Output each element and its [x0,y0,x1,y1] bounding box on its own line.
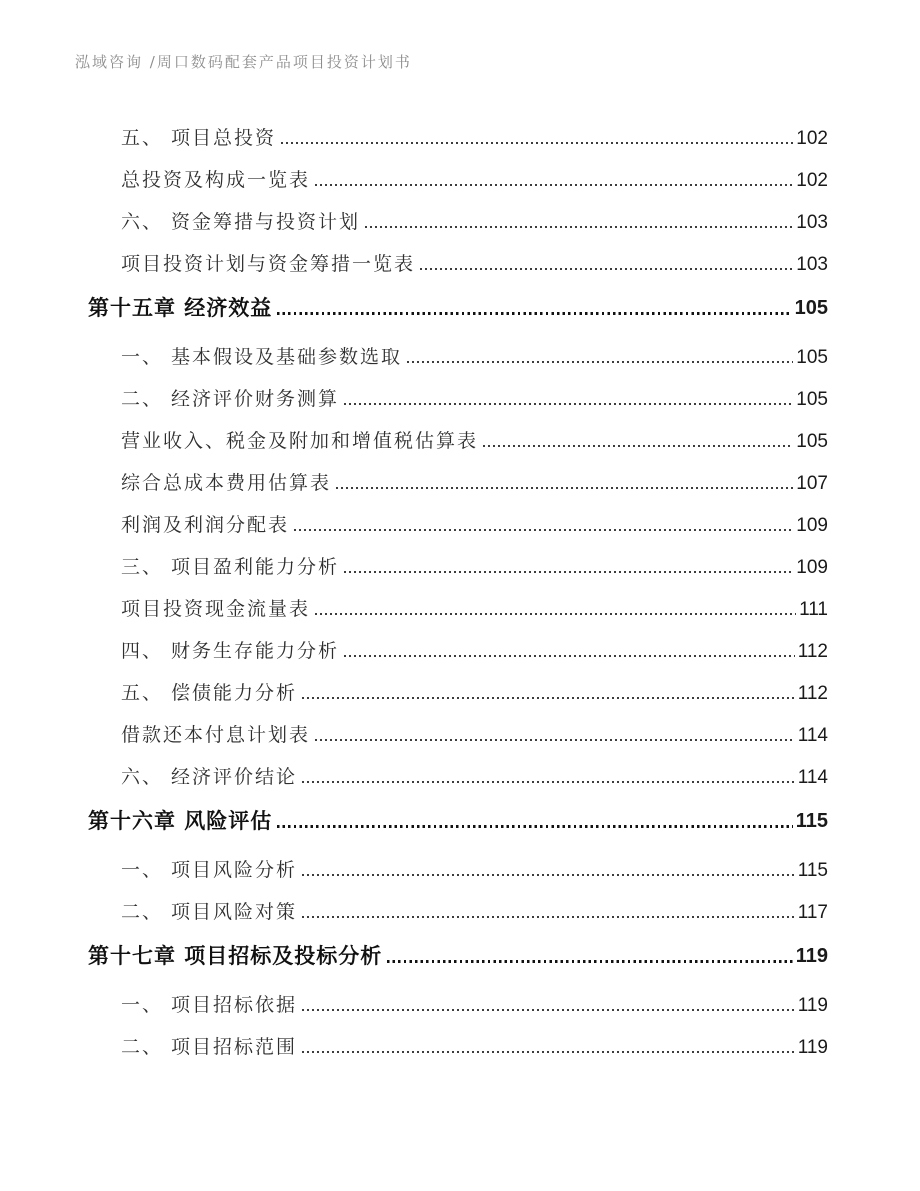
table-of-contents [88,129,828,1057]
toc-entry[interactable] [121,861,828,880]
toc-entry[interactable] [121,903,828,922]
dot-leader [315,739,795,741]
toc-entry[interactable] [121,1038,828,1057]
dot-leader [277,312,791,315]
dot-leader [302,1009,795,1011]
toc-entry-page-number: 103 [796,212,828,233]
toc-entry[interactable] [121,213,828,232]
toc-entry-label: 第十五章 经济效益 [88,295,273,320]
toc-entry-page-number: 117 [797,902,828,923]
toc-entry[interactable] [121,255,828,274]
dot-leader [277,825,792,828]
dot-leader [302,697,795,699]
toc-entry[interactable] [121,558,828,577]
toc-entry[interactable] [121,726,828,745]
toc-entry-page-number: 105 [796,431,828,452]
toc-entry-page-number: 119 [797,995,828,1016]
toc-entry[interactable] [121,684,828,703]
toc-entry-page-number: 115 [795,810,828,832]
toc-entry[interactable] [121,516,828,535]
dot-leader [420,268,793,270]
toc-entry-label: 一、 基本假设及基础参数选取 [121,346,403,368]
toc-entry-page-number: 112 [797,641,828,662]
toc-entry-page-number: 105 [796,389,828,410]
toc-entry-label: 一、 项目风险分析 [121,859,298,881]
toc-entry-page-number: 103 [796,254,828,275]
dot-leader [344,571,793,573]
toc-entry-label: 五、 项目总投资 [121,127,277,149]
dot-leader [336,487,793,489]
toc-entry[interactable] [121,474,828,493]
toc-entry-page-number: 102 [796,170,828,191]
toc-entry-label: 四、 财务生存能力分析 [121,640,340,662]
toc-entry[interactable] [121,642,828,661]
toc-entry[interactable] [121,171,828,190]
toc-entry-label: 二、 项目招标范围 [121,1036,298,1058]
toc-entry-page-number: 105 [794,297,828,319]
dot-leader [281,142,793,144]
dot-leader [302,781,795,783]
toc-entry[interactable] [121,348,828,367]
toc-entry-label: 总投资及构成一览表 [121,169,311,191]
toc-entry-label: 二、 经济评价财务测算 [121,388,340,410]
toc-chapter-entry[interactable] [88,945,828,967]
toc-entry-label: 二、 项目风险对策 [121,901,298,923]
toc-entry-page-number: 119 [795,945,828,967]
document-header: 泓域咨询 /周口数码配套产品项目投资计划书 [75,53,412,71]
dot-leader [387,960,792,963]
toc-entry-page-number: 115 [797,860,828,881]
toc-entry-label: 六、 经济评价结论 [121,766,298,788]
toc-entry-label: 一、 项目招标依据 [121,994,298,1016]
dot-leader [315,613,796,615]
toc-chapter-entry[interactable] [88,810,828,832]
toc-entry-label: 综合总成本费用估算表 [121,472,332,494]
dot-leader [302,916,795,918]
toc-entry-label: 第十六章 风险评估 [88,808,273,833]
dot-leader [344,655,795,657]
toc-entry-page-number: 114 [797,725,828,746]
toc-entry-page-number: 107 [796,473,828,494]
toc-entry[interactable] [121,129,828,148]
dot-leader [365,226,793,228]
dot-leader [302,1051,795,1053]
toc-entry[interactable] [121,390,828,409]
toc-entry-label: 项目投资计划与资金筹措一览表 [121,253,416,275]
toc-entry[interactable] [121,600,828,619]
dot-leader [315,184,793,186]
dot-leader [407,361,793,363]
toc-entry[interactable] [121,996,828,1015]
toc-chapter-entry[interactable] [88,297,828,319]
toc-entry-label: 营业收入、税金及附加和增值税估算表 [121,430,479,452]
dot-leader [294,529,793,531]
toc-entry-page-number: 114 [797,767,828,788]
toc-entry-page-number: 105 [796,347,828,368]
toc-entry[interactable] [121,432,828,451]
toc-entry-page-number: 109 [796,557,828,578]
toc-entry-page-number: 109 [796,515,828,536]
toc-entry-label: 五、 偿债能力分析 [121,682,298,704]
toc-entry-label: 三、 项目盈利能力分析 [121,556,340,578]
dot-leader [483,445,793,447]
toc-entry-label: 六、 资金筹措与投资计划 [121,211,361,233]
toc-entry-label: 项目投资现金流量表 [121,598,311,620]
toc-entry-label: 借款还本付息计划表 [121,724,311,746]
toc-entry-page-number: 119 [797,1037,828,1058]
toc-entry-label: 利润及利润分配表 [121,514,290,536]
toc-entry-label: 第十七章 项目招标及投标分析 [88,943,383,968]
dot-leader [344,403,793,405]
toc-entry[interactable] [121,768,828,787]
toc-entry-page-number: 102 [796,128,828,149]
toc-entry-page-number: 111 [799,599,828,620]
toc-entry-page-number: 112 [797,683,828,704]
dot-leader [302,874,795,876]
